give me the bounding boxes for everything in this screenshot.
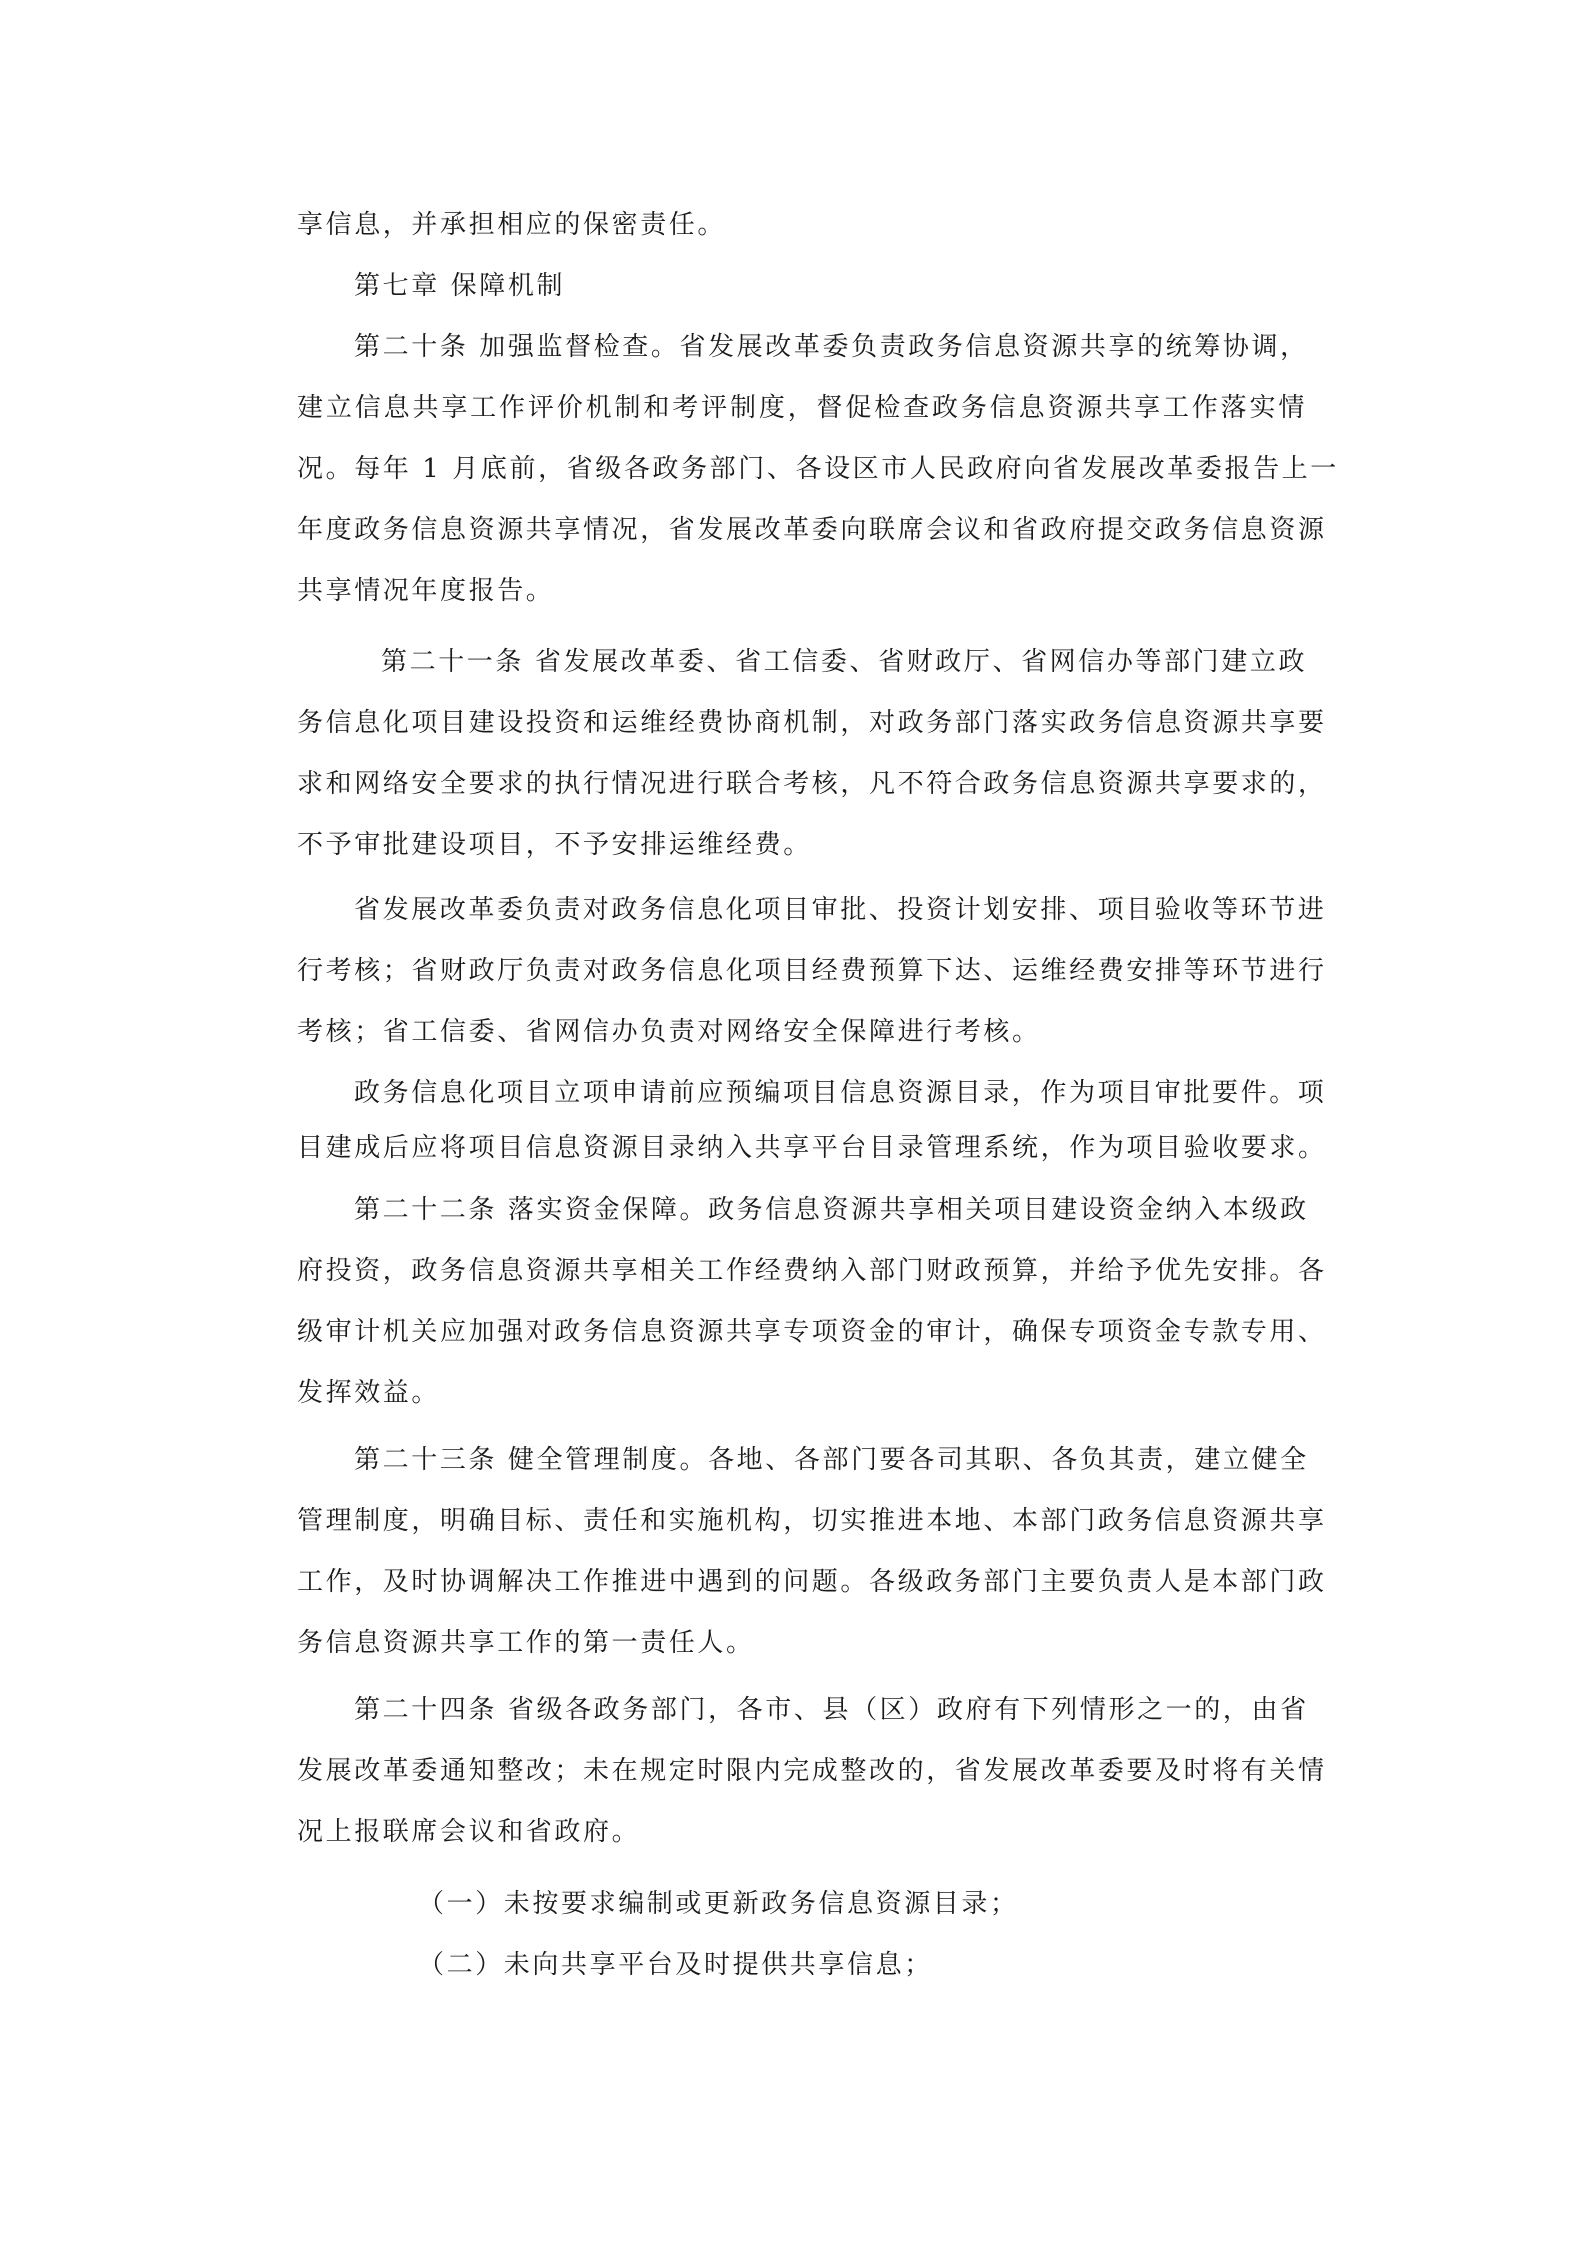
- article-21-line: 第二十一条 省发展改革委、省工信委、省财政厅、省网信办等部门建立政: [381, 647, 1308, 677]
- continuation-line: 享信息，并承担相应的保密责任。: [297, 210, 727, 240]
- article-23-line: 务信息资源共享工作的第一责任人。: [297, 1628, 755, 1658]
- article-23-line: 管理制度，明确目标、责任和实施机构，切实推进本地、本部门政务信息资源共享: [297, 1506, 1327, 1536]
- chapter-heading: 第七章 保障机制: [354, 271, 566, 301]
- article-22-line: 级审计机关应加强对政务信息资源共享专项资金的审计，确保专项资金专款专用、: [297, 1317, 1327, 1347]
- article-20-line: 第二十条 加强监督检查。省发展改革委负责政务信息资源共享的统筹协调，: [354, 332, 1309, 362]
- article-24-line: 况上报联席会议和省政府。: [297, 1817, 641, 1847]
- article-22-line: 发挥效益。: [297, 1378, 441, 1408]
- article-20-line: 年度政务信息资源共享情况，省发展改革委向联席会议和省政府提交政务信息资源: [297, 515, 1327, 545]
- article-21-p3-line: 目建成后应将项目信息资源目录纳入共享平台目录管理系统，作为项目验收要求。: [297, 1133, 1327, 1163]
- article-21-p3-line: 政务信息化项目立项申请前应预编项目信息资源目录，作为项目审批要件。项: [354, 1078, 1327, 1108]
- article-20-line: 共享情况年度报告。: [297, 576, 555, 606]
- list-item: （一）未按要求编制或更新政务信息资源目录；: [418, 1889, 1019, 1919]
- article-21-p2-line: 省发展改革委负责对政务信息化项目审批、投资计划安排、项目验收等环节进: [354, 895, 1327, 925]
- article-21-p2-line: 考核；省工信委、省网信办负责对网络安全保障进行考核。: [297, 1017, 1041, 1047]
- article-22-line: 府投资，政务信息资源共享相关工作经费纳入部门财政预算，并给予优先安排。各: [297, 1256, 1327, 1286]
- article-21-line: 求和网络安全要求的执行情况进行联合考核，凡不符合政务信息资源共享要求的，: [297, 769, 1327, 799]
- article-21-p2-line: 行考核；省财政厅负责对政务信息化项目经费预算下达、运维经费安排等环节进行: [297, 956, 1327, 986]
- article-24-line: 发展改革委通知整改；未在规定时限内完成整改的，省发展改革委要及时将有关情: [297, 1756, 1327, 1786]
- article-21-line: 不予审批建设项目，不予安排运维经费。: [297, 830, 812, 860]
- article-21-line: 务信息化项目建设投资和运维经费协商机制，对政务部门落实政务信息资源共享要: [297, 708, 1327, 738]
- article-23-line: 第二十三条 健全管理制度。各地、各部门要各司其职、各负其责，建立健全: [354, 1445, 1309, 1475]
- article-22-line: 第二十二条 落实资金保障。政务信息资源共享相关项目建设资金纳入本级政: [354, 1195, 1309, 1225]
- article-23-line: 工作，及时协调解决工作推进中遇到的问题。各级政务部门主要负责人是本部门政: [297, 1567, 1327, 1597]
- article-20-line: 况。每年 1 月底前，省级各政务部门、各设区市人民政府向省发展改革委报告上一: [297, 454, 1339, 484]
- list-item: （二）未向共享平台及时提供共享信息；: [418, 1950, 933, 1980]
- article-20-line: 建立信息共享工作评价机制和考评制度，督促检查政务信息资源共享工作落实情: [297, 393, 1307, 423]
- article-24-line: 第二十四条 省级各政务部门，各市、县（区）政府有下列情形之一的，由省: [354, 1695, 1309, 1725]
